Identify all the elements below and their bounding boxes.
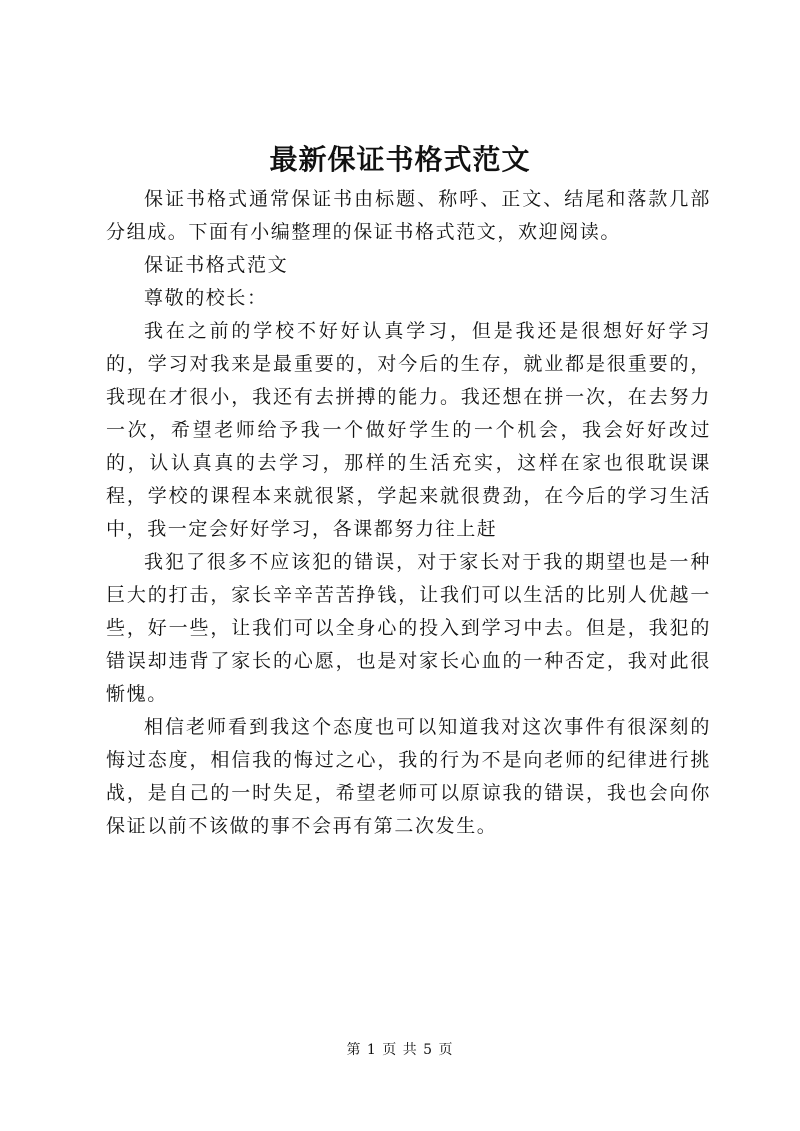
salutation: 尊敬的校长： (144, 287, 268, 309)
page-footer: 第 1 页 共 5 页 (346, 1042, 454, 1058)
section-heading: 保证书格式范文 (144, 254, 289, 276)
document-title: 最新保证书格式范文 (269, 143, 531, 176)
body-paragraph: 相信老师看到我这个态度也可以知道我对这次事件有很深刻的悔过态度，相信我的悔过之心，我的行为不是向老师的纪律进行挑战，是自己的一时失足，希望老师可以原谅我的错误，我也会向你保证以前不该做的事不会再有第二次发生。 (106, 716, 711, 837)
body-paragraph: 我犯了很多不应该犯的错误，对于家长对于我的期望也是一种巨大的打击，家长辛辛苦苦挣钱，让我们可以生活的比别人优越一些，好一些，让我们可以全身心的投入到学习中去。但是，我犯的错误却违背了家长的心愿，也是对家长心血的一种否定，我对此很惭愧。 (106, 551, 711, 705)
intro-paragraph: 保证书格式通常保证书由标题、称呼、正文、结尾和落款几部分组成。下面有小编整理的保证书格式范文，欢迎阅读。 (106, 188, 711, 243)
document-body (106, 183, 711, 843)
body-paragraph: 我在之前的学校不好好认真学习，但是我还是很想好好学习的，学习对我来是最重要的，对今后的生存，就业都是很重要的，我现在才很小，我还有去拼搏的能力。我还想在拼一次，在去努力一次，希望老师给予我一个做好学生的一个机会，我会好好改过的，认认真真的去学习，那样的生活充实，这样在家也很耽误课程，学校的课程本来就很紧，学起来就很费劲，在今后的学习生活中，我一定会好好学习，各课都努力往上赶 (106, 320, 711, 540)
